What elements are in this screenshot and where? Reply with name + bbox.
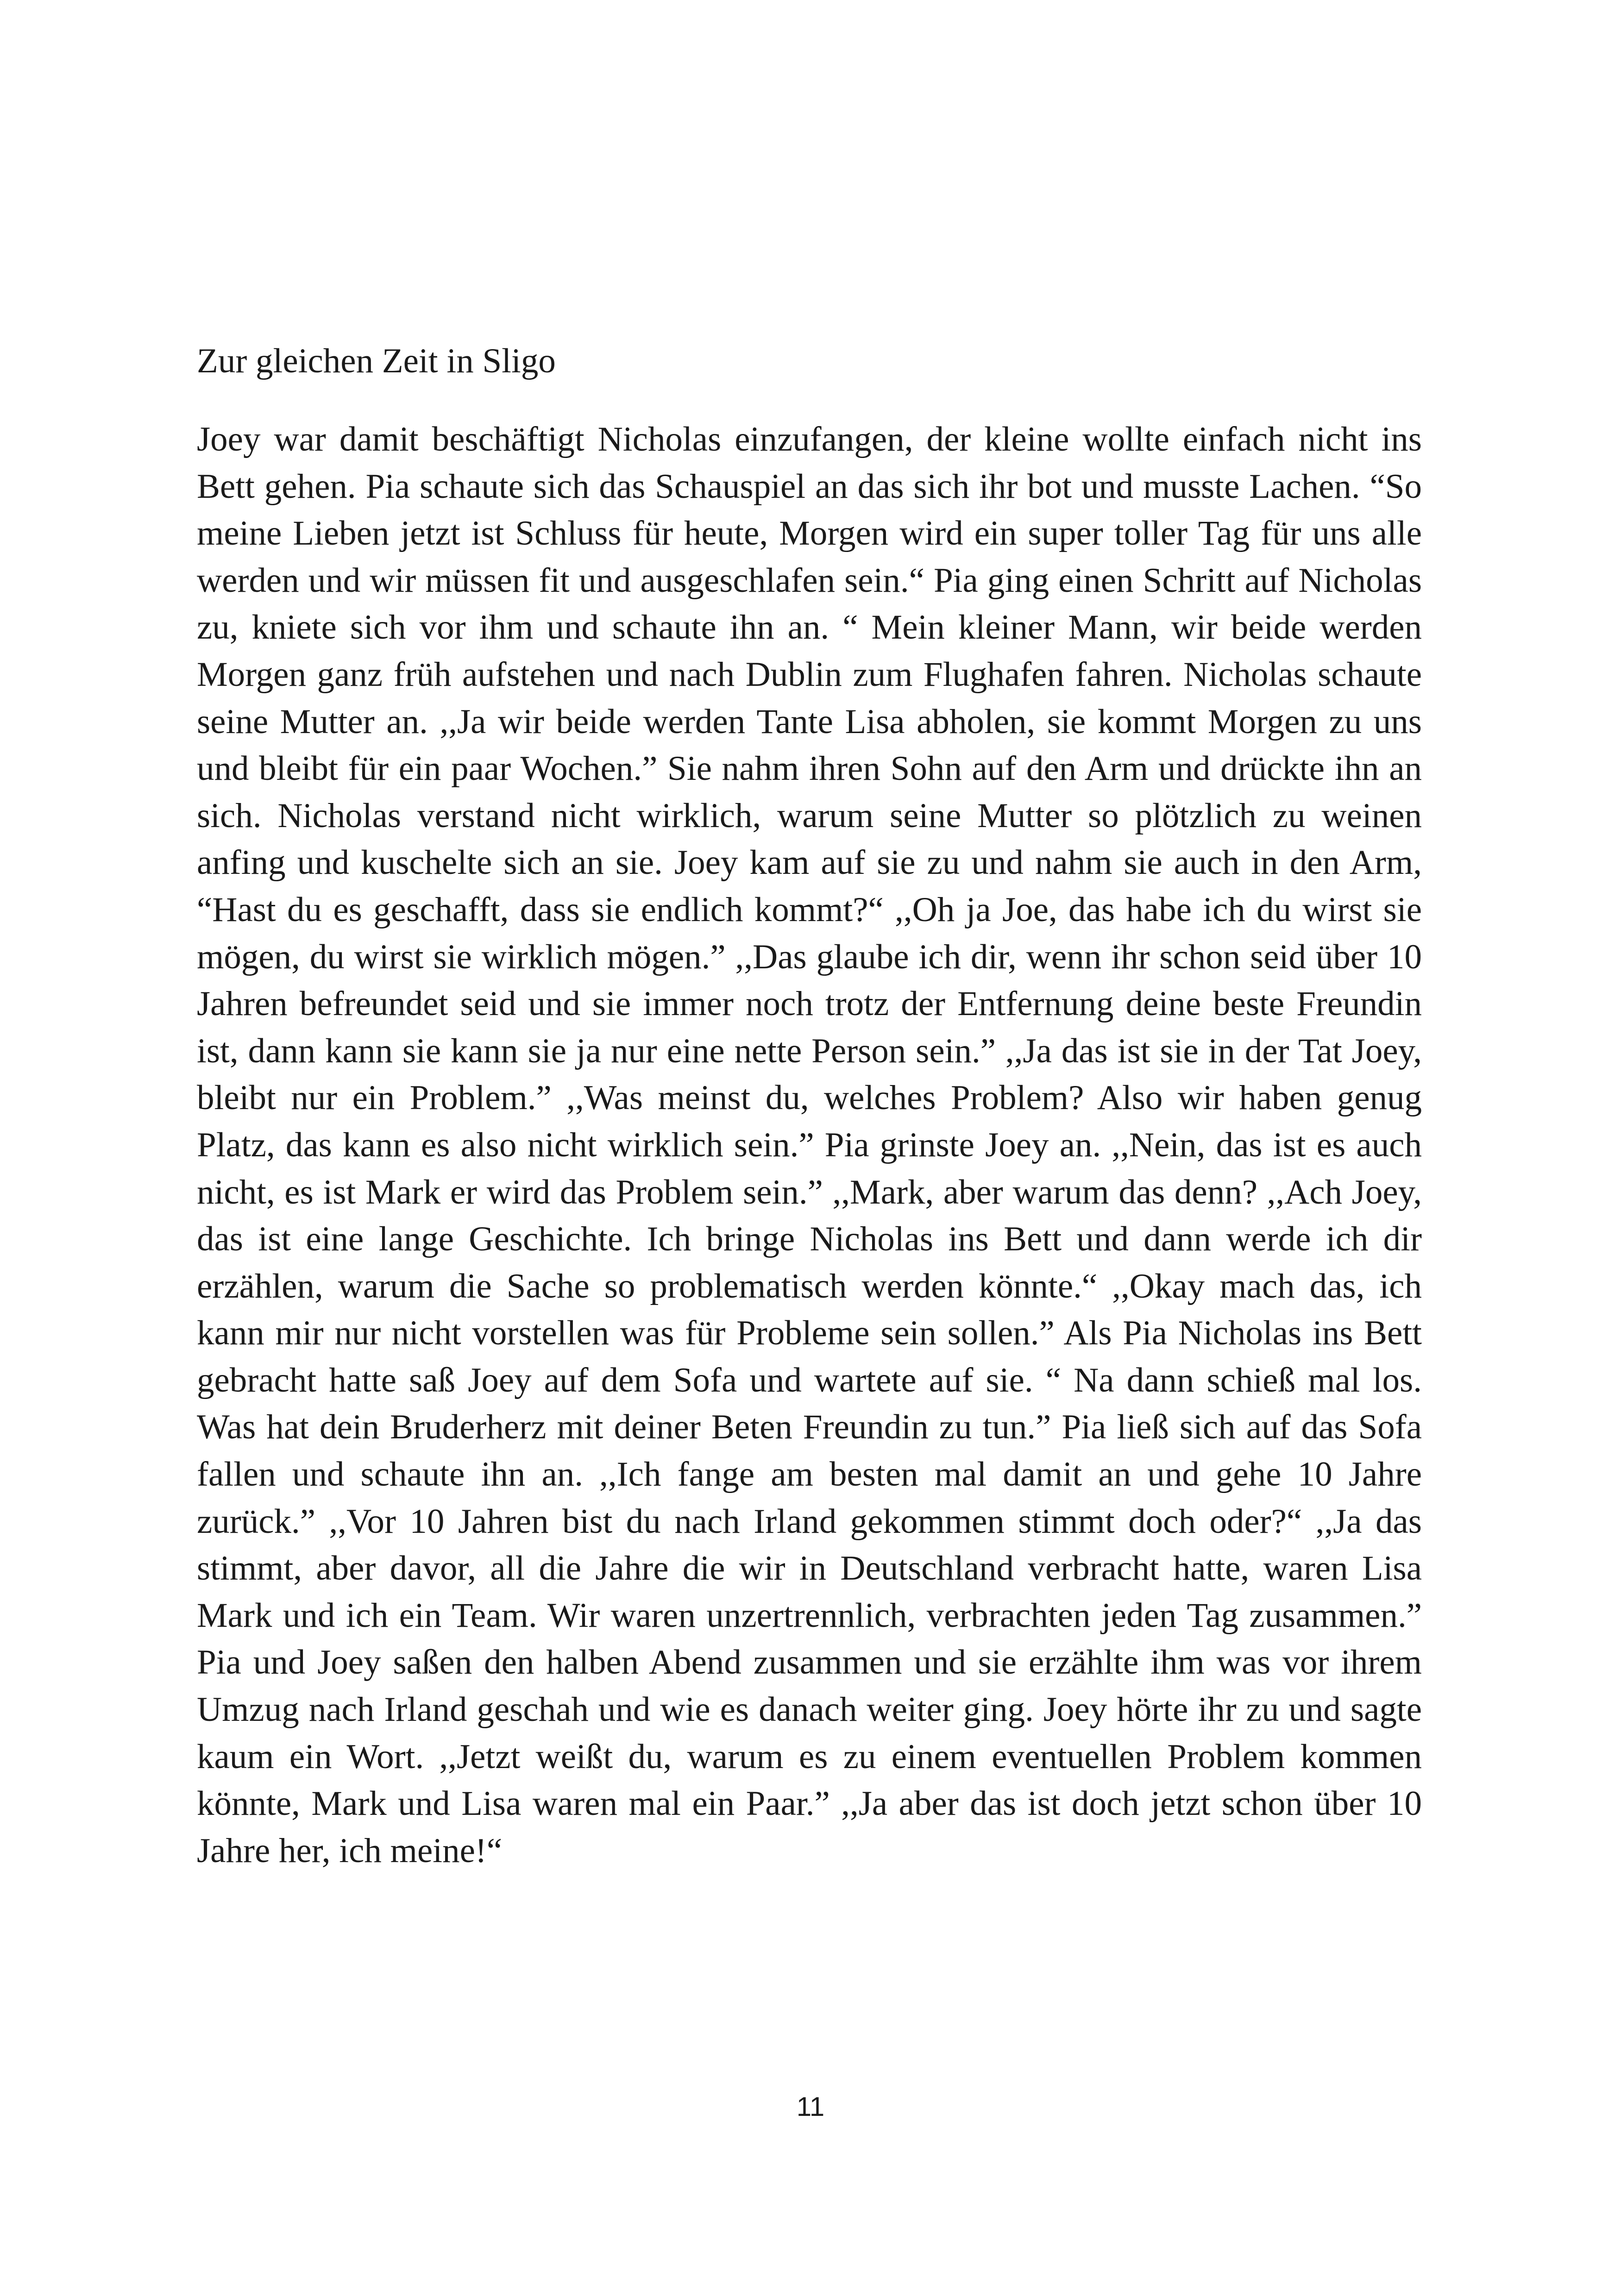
page-number: 11 <box>796 2092 825 2122</box>
section-heading: Zur gleichen Zeit in Sligo <box>197 342 556 380</box>
page-content <box>197 338 1422 1874</box>
body-paragraph: Joey war damit beschäftigt Nicholas einzufangen, der kleine wollte einfach nicht ins Bett gehen. Pia schaute sich das Schauspiel an das sich ihr bot und musste Lachen. “So meine Lieben jetzt ist Schluss für heute, Morgen wird ein super toller Tag für uns alle werden und wir müssen fit und ausgeschlafen sein.“ Pia ging einen Schritt auf Nicholas zu, kniete sich vor ihm und schaute ihn an. “ Mein kleiner Mann, wir beide werden Morgen ganz früh aufstehen und nach Dublin zum Flughafen fahren. Nicholas schaute seine Mutter an. ,,Ja wir beide werden Tante Lisa abholen, sie kommt Morgen zu uns und bleibt für ein paar Wochen.” Sie nahm ihren Sohn auf den Arm und drückte ihn an sich. Nicholas verstand nicht wirklich, warum seine Mutter so plötzlich zu weinen anfing und kuschelte sich an sie. Joey kam auf sie zu und nahm sie auch in den Arm, “Hast du es geschafft, dass sie endlich kommt?“ ,,Oh ja Joe, das habe ich du wirst sie mögen, du wirst sie wirklich mögen.” ,,Das glaube ich dir, wenn ihr schon seid über 10 Jahren befreundet seid und sie immer noch trotz der Entfernung deine beste Freundin ist, dann kann sie kann sie ja nur eine nette Person sein.” ,,Ja das ist sie in der Tat Joey, bleibt nur ein Problem.” ,,Was meinst du, welches Problem? Also wir haben genug Platz, das kann es also nicht wirklich sein.” Pia grinste Joey an. ,,Nein, das ist es auch nicht, es ist Mark er wird das Problem sein.” ,,Mark, aber warum das denn? ,,Ach Joey, das ist eine lange Geschichte. Ich bringe Nicholas ins Bett und dann werde ich dir erzählen, warum die Sache so problematisch werden könnte.“ ,,Okay mach das, ich kann mir nur nicht vorstellen was für Probleme sein sollen.” Als Pia Nicholas ins Bett gebracht hatte saß Joey auf dem Sofa und wartete auf sie. “ Na dann schieß mal los. Was hat dein Bruderherz mit deiner Beten Freundin zu tun.” Pia ließ sich auf das Sofa fallen und schaute ihn an. ,,Ich fange am besten mal damit an und gehe 10 Jahre zurück.” ,,Vor 10 Jahren bist du nach Irland gekommen stimmt doch oder?“ ,,Ja das stimmt, aber davor, all die Jahre die wir in Deutschland verbracht hatte, waren Lisa Mark und ich ein Team. Wir waren unzertrennlich, verbrachten jeden Tag zusammen.” Pia und Joey saßen den halben Abend zusammen und sie erzählte ihm was vor ihrem Umzug nach Irland geschah und wie es danach weiter ging. Joey hörte ihr zu und sagte kaum ein Wort. ,,Jetzt weißt du, warum es zu einem eventuellen Problem kommen könnte, Mark und Lisa waren mal ein Paar.” ,,Ja aber das ist doch jetzt schon über 10 Jahre her, ich meine!“ <box>197 420 1422 1870</box>
